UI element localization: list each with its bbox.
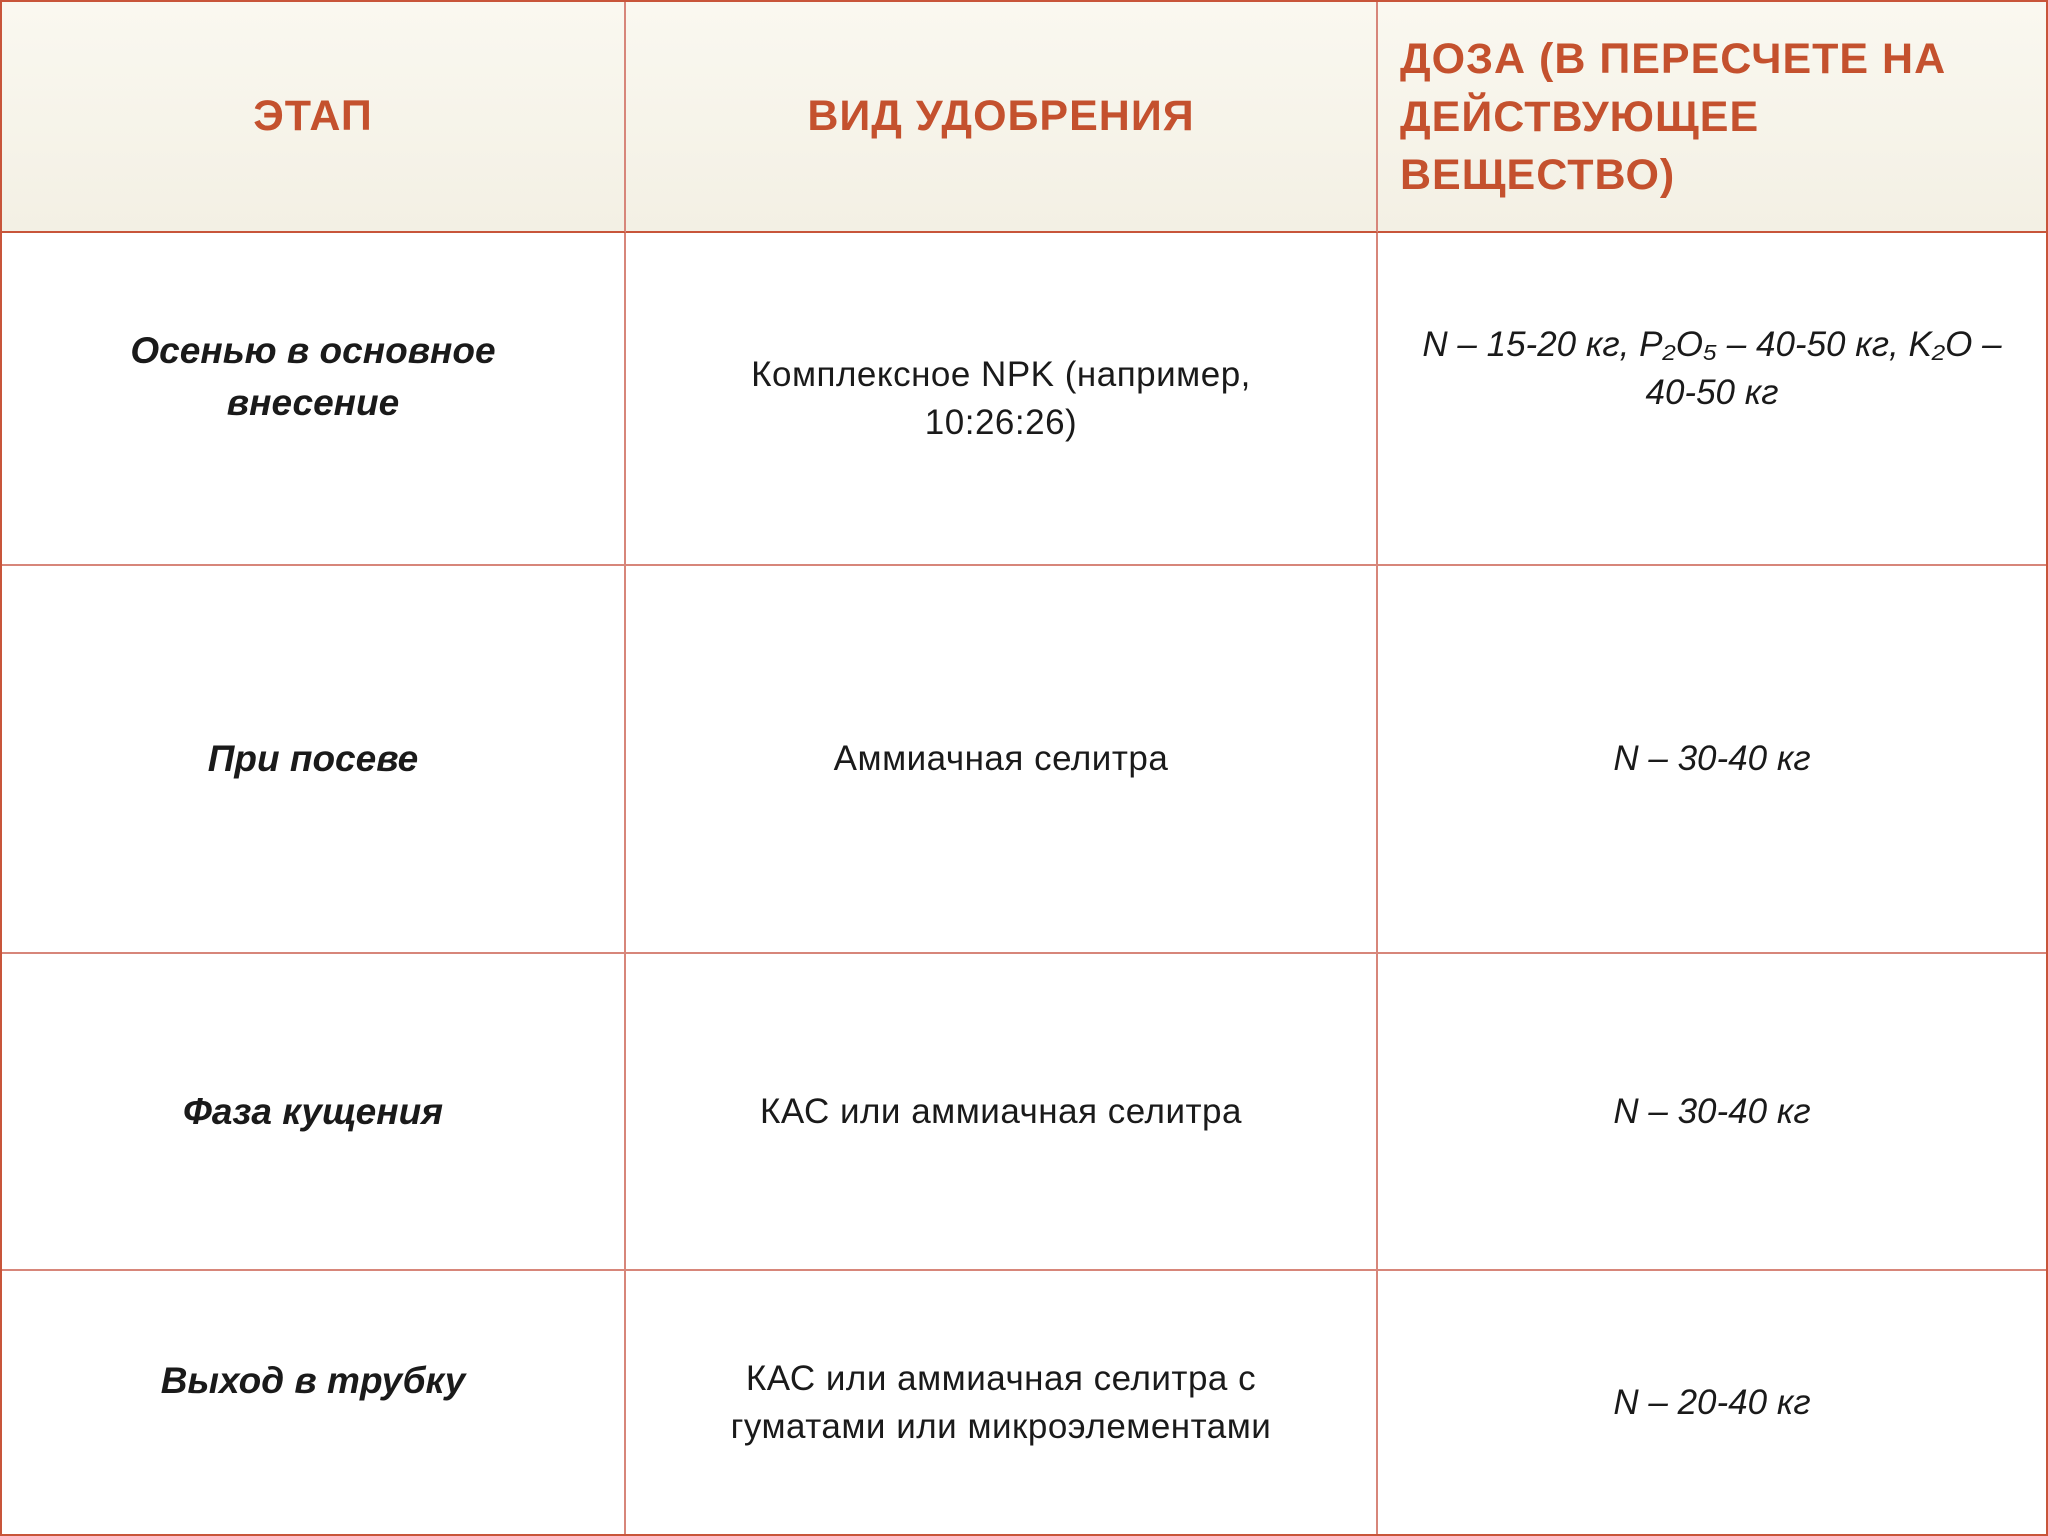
fertilizer-type-text: Комплексное NPK (например, 10:26:26)	[751, 354, 1251, 442]
row-4-stage	[2, 1271, 626, 1534]
row-3-stage	[2, 954, 626, 1271]
row-3-dose	[1378, 954, 2046, 1271]
row-1-fertilizer-type	[626, 233, 1378, 566]
header-dose-label: ДОЗА (В ПЕРЕСЧЕТЕ НА ДЕЙСТВУЮЩЕЕ ВЕЩЕСТВО)	[1400, 34, 1947, 199]
fertilizer-type-text: КАС или аммиачная селитра	[760, 1091, 1242, 1131]
stage-text: Фаза кущения	[183, 1090, 443, 1132]
row-2-dose	[1378, 566, 2046, 954]
header-dose	[1378, 2, 2046, 233]
row-2-stage	[2, 566, 626, 954]
header-fertilizer-type-label: ВИД УДОБРЕНИЯ	[807, 92, 1195, 140]
dose-text: N – 15-20 кг, P₂O₅ – 40-50 кг, K₂O – 40-50 кг	[1422, 324, 2002, 412]
row-2-fertilizer-type	[626, 566, 1378, 954]
row-1-stage	[2, 233, 626, 566]
header-stage	[2, 2, 626, 233]
row-1-dose	[1378, 233, 2046, 566]
fertilizer-type-text: КАС или аммиачная селитра с гуматами или микроэлементами	[730, 1358, 1272, 1446]
stage-text: Выход в трубку	[160, 1359, 466, 1401]
stage-text: При посеве	[207, 738, 419, 779]
row-4-fertilizer-type	[626, 1271, 1378, 1534]
dose-text: N – 30-40 кг	[1613, 1091, 1811, 1131]
dose-text: N – 20-40 кг	[1613, 1382, 1811, 1422]
header-fertilizer-type	[626, 2, 1378, 233]
stage-text: Осенью в основное внесение	[130, 329, 496, 423]
row-3-fertilizer-type	[626, 954, 1378, 1271]
fertilizer-type-text: Аммиачная селитра	[833, 739, 1169, 778]
dose-text: N – 30-40 кг	[1613, 739, 1811, 778]
row-4-dose	[1378, 1271, 2046, 1534]
header-stage-label: ЭТАП	[253, 92, 373, 140]
